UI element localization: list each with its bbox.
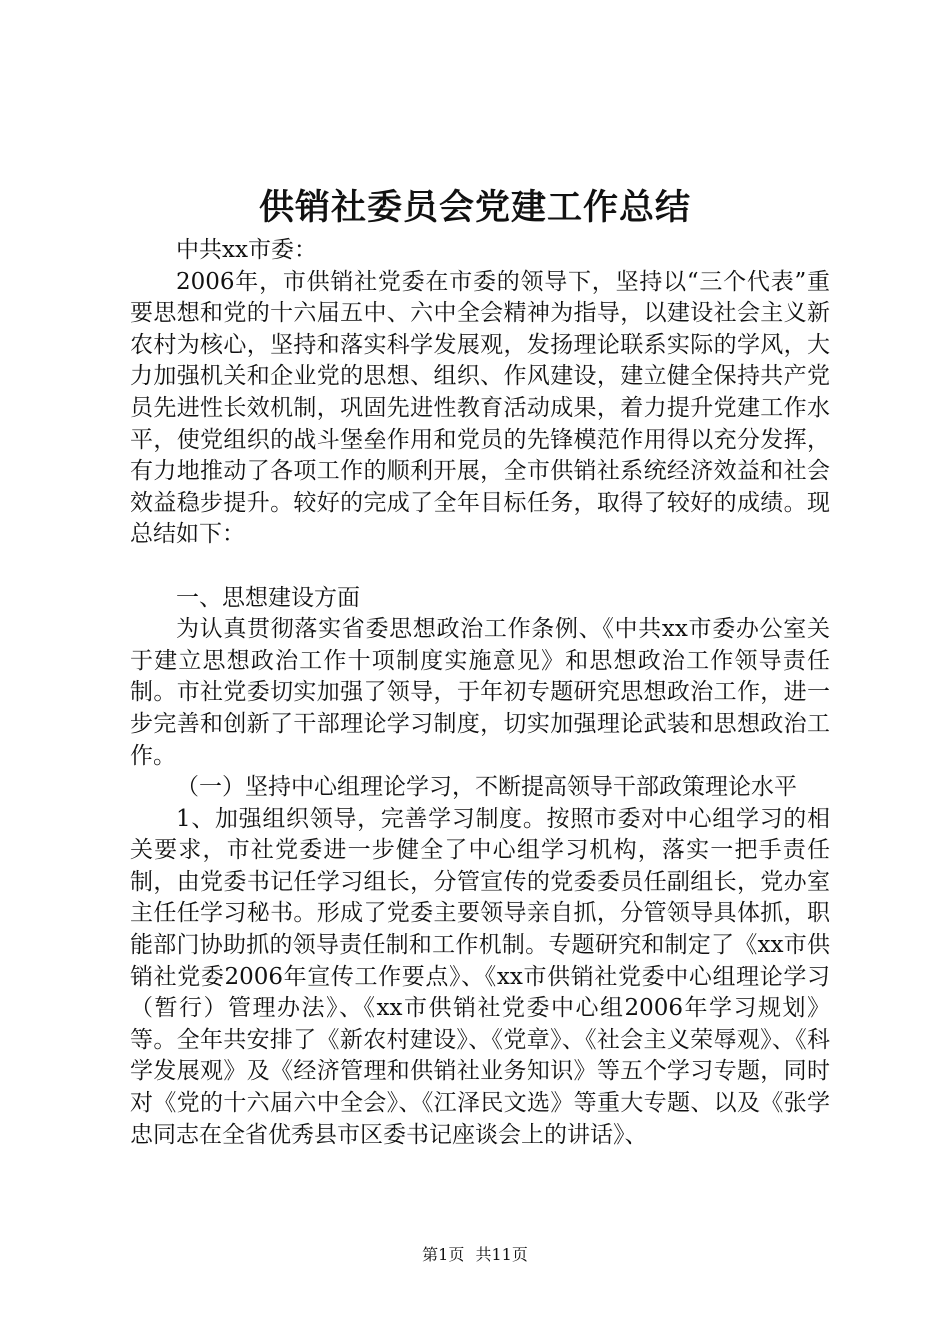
section-paragraph: 为认真贯彻落实省委思想政治工作条例、《中共xx市委办公室关于建立思想政治工作十项制度实施意见》和思想政治工作领导责任制。市社党委切实加强了领导，于年初专题研究思想政治工作，进一步完善和创新了干部理论学习制度，切实加强理论武装和思想政治工作。 xyxy=(130,616,830,769)
intro-paragraph: 2006年，市供销社党委在市委的领导下，坚持以“三个代表”重要思想和党的十六届五中、六中全会精神为指导，以建设社会主义新农村为核心，坚持和落实科学发展观，发扬理论联系实际的学风，大力加强机关和企业党的思想、组织、作风建设，建立健全保持共产党员先进性长效机制，巩固先进性教育活动成果，着力提升党建工作水平，使党组织的战斗堡垒作用和党员的先锋模范作用得以充分发挥，有力地推动了各项工作的顺利开展，全市供销社系统经济效益和社会效益稳步提升。较好的完成了全年目标任务，取得了较好的成绩。现总结如下： xyxy=(130,268,830,548)
subsection-heading: （一）坚持中心组理论学习，不断提高领导干部政策理论水平 xyxy=(176,774,797,801)
page-total: 共11页 xyxy=(475,1245,528,1264)
page-footer xyxy=(0,1244,950,1266)
item-paragraph: 1、加强组织领导，完善学习制度。按照市委对中心组学习的相关要求，市社党委进一步健全了中心组学习机构，落实一把手责任制，由党委书记任学习组长，分管宣传的党委委员任副组长，党办室主任任学习秘书。形成了党委主要领导亲自抓，分管领导具体抓，职能部门协助抓的领导责任制和工作机制。专题研究和制定了《xx市供销社党委2006年宣传工作要点》、《xx市供销社党委中心组理论学习（暂行）管理办法》、《xx市供销社党委中心组2006年学习规划》等。全年共安排了《新农村建设》、《党章》、《社会主义荣辱观》、《科学发展观》及《经济管理和供销社业务知识》等五个学习专题，同时对《党的十六届六中全会》、《江泽民文选》等重大专题、以及《张学忠同志在全省优秀县市区委书记座谈会上的讲话》、 xyxy=(130,805,830,1148)
salutation: 中共xx市委： xyxy=(176,237,317,263)
page-number: 第1页 xyxy=(422,1245,465,1264)
document-body xyxy=(130,235,830,1151)
document-title: 供销社委员会党建工作总结 xyxy=(258,187,691,228)
section-heading: 一、思想建设方面 xyxy=(176,584,360,611)
